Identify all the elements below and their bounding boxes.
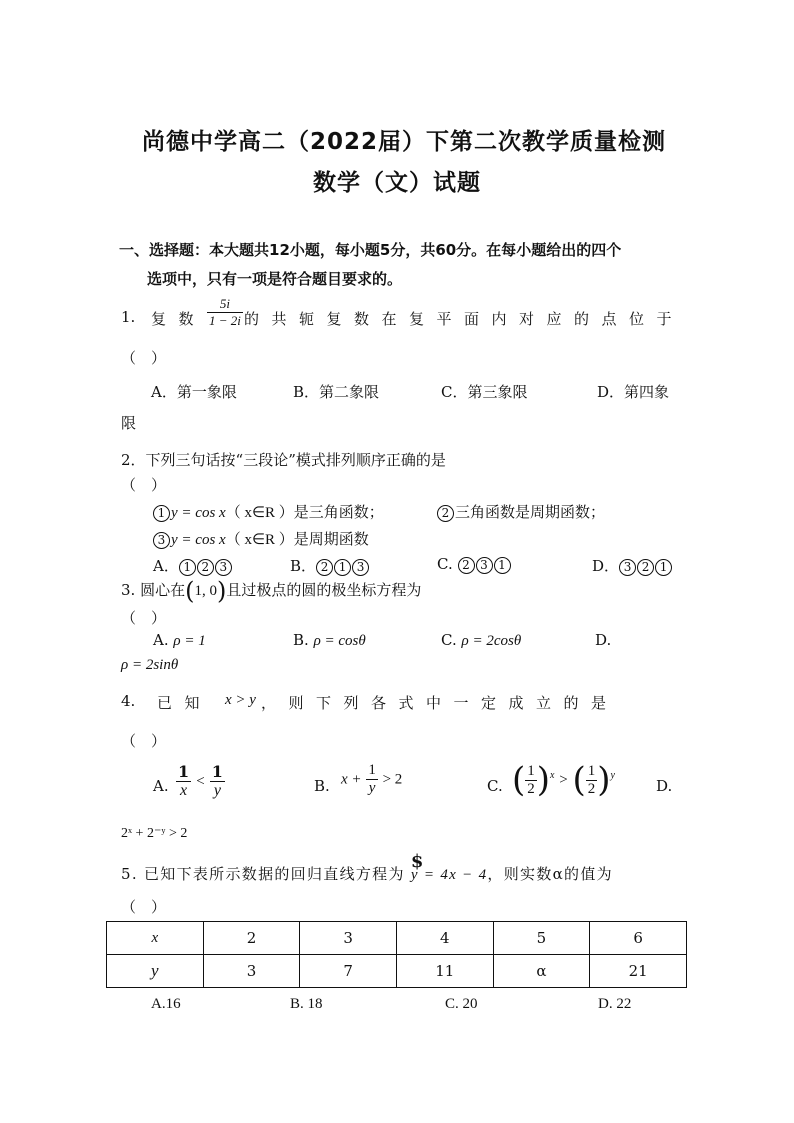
q2-s3-text: 是周期函数	[293, 530, 369, 548]
q4-option-a-label: A.	[153, 777, 169, 795]
q1-option-d: D．第四象	[597, 383, 670, 401]
exam-title: 尚德中学高二（2022届）下第二次教学质量检测	[142, 129, 667, 155]
q2-option-d-circ-1: 3	[619, 559, 636, 576]
exam-subtitle: 数学（文）试题	[313, 170, 481, 196]
q1-option-d-wrap: 限	[121, 414, 137, 432]
q2-option-a-circ-2: 2	[197, 559, 214, 576]
q2-option-b	[290, 555, 370, 576]
q2-option-a-circ-1: 1	[179, 559, 196, 576]
q4-option-a-math	[176, 762, 225, 800]
table-cell: 11	[396, 955, 493, 988]
q5-option-b: B. 18	[290, 996, 323, 1012]
q3-option-d: D.	[595, 631, 612, 649]
q5-stem-b: ，则实数α的值为	[487, 865, 613, 883]
q2-statement-3	[153, 528, 369, 549]
table-cell: 3	[203, 955, 300, 988]
q2-option-a	[153, 555, 233, 576]
table-cell: y	[107, 955, 204, 988]
q2-option-c-circ-1: 2	[458, 557, 475, 574]
table-cell: 2	[203, 922, 300, 955]
q2-option-b-circ-1: 2	[316, 559, 333, 576]
q4-option-d-math: 2ˣ + 2⁻ʸ > 2	[121, 826, 188, 841]
table-cell: 3	[300, 922, 397, 955]
table-cell: α	[493, 955, 590, 988]
q5-stem	[121, 851, 613, 884]
q3-option-a	[153, 631, 206, 650]
q3-answer-paren: （ ）	[121, 609, 167, 627]
q2-answer-paren: （ ）	[121, 476, 167, 494]
q2-option-c-label: C.	[437, 555, 453, 573]
q2-option-b-label: B．	[290, 557, 317, 575]
q3-option-d-math: ρ = 2sinθ	[121, 657, 179, 673]
q3-option-b	[293, 631, 366, 650]
q5-option-c: C. 20	[445, 996, 478, 1012]
q4-option-b-math	[341, 762, 402, 797]
q2-option-b-circ-3: 3	[352, 559, 369, 576]
q4-a-frac1-den: x	[180, 782, 188, 799]
q4-c-frac1-den: 2	[527, 780, 535, 797]
q4-b-frac-den: y	[368, 780, 376, 796]
q4-b-tail: > 2	[382, 771, 403, 788]
q1-option-c: C．第三象限	[441, 383, 528, 401]
section-heading-line2: 选项中，只有一项是符合题目要求的。	[147, 270, 403, 288]
table-row-x	[107, 922, 687, 955]
q2-statement-1	[153, 501, 384, 522]
q3-option-c	[441, 631, 521, 650]
q2-option-d	[592, 555, 673, 576]
table-cell: 6	[590, 922, 687, 955]
q2-s2-text: 三角函数是周期函数；	[455, 503, 606, 521]
q4-option-c-math: ( $\frac{1}{2}$ )$^x$ > ( $\frac{1}{2}$ )$^y$	[512, 760, 615, 800]
q2-s1-text: 是三角函数；	[293, 503, 384, 521]
q3-option-c-math: ρ = 2cosθ	[461, 633, 522, 649]
q3-option-a-label: A.	[153, 631, 169, 649]
q4-condition: x > y	[225, 692, 256, 708]
q4-c-gt: >	[559, 772, 568, 788]
q1-frac-numerator: 5i	[207, 296, 243, 313]
q4-option-b-label: B.	[314, 777, 330, 795]
q1-option-b: B．第二象限	[293, 383, 380, 401]
table-cell: 5	[493, 922, 590, 955]
q2-s1-math: y = cos x	[171, 505, 226, 521]
table-cell: 7	[300, 955, 397, 988]
q2-option-d-circ-2: 2	[637, 559, 654, 576]
q2-option-a-label: A．	[153, 557, 179, 575]
q2-option-c	[437, 555, 512, 574]
q4-a-frac2-den: y	[213, 782, 221, 799]
q3-stem-b: 且过极点的圆的极坐标方程为	[226, 581, 422, 599]
q3-stem: 3. 圆心在(1, 0)且过极点的圆的极坐标方程为	[121, 577, 422, 605]
q4-a-frac2-num: 1	[211, 762, 223, 781]
q5-hat-glyph: $	[410, 851, 425, 872]
q2-statement-2	[437, 501, 605, 522]
q5-option-a: A.16	[151, 996, 181, 1012]
q4-b-x: x +	[341, 771, 362, 788]
q2-option-c-circ-3: 1	[494, 557, 511, 574]
q1-option-a: A．第一象限	[151, 383, 237, 401]
q3-option-c-label: C.	[441, 631, 457, 649]
q3-option-a-math: ρ = 1	[173, 633, 206, 649]
q4-a-frac1-num: 1	[178, 762, 190, 781]
table-cell: x	[107, 922, 204, 955]
q4-c-frac1-num: 1	[527, 762, 535, 779]
q4-option-d-label: D.	[656, 777, 673, 795]
q5-option-d: D. 22	[598, 996, 632, 1012]
q2-option-d-circ-3: 1	[655, 559, 672, 576]
table-cell: 21	[590, 955, 687, 988]
table-row-y	[107, 955, 687, 988]
q2-s1-circled-number: 1	[153, 505, 170, 522]
q1-number: 1.	[121, 308, 136, 326]
q4-stem-a: 已知	[157, 694, 213, 712]
q4-stem-b: ，则下列各式中一定成立的是	[261, 694, 619, 712]
q2-s1-cond: （ x∈R ）	[225, 505, 294, 521]
q4-a-lt: <	[196, 773, 205, 790]
q2-s3-math: y = cos x	[171, 532, 226, 548]
regression-data-table	[106, 921, 687, 988]
q4-c-exp2: y	[610, 770, 615, 781]
q1-frac-denominator: 1 − 2i	[209, 313, 241, 328]
q4-answer-paren: （ ）	[121, 732, 167, 750]
table-cell: 4	[396, 922, 493, 955]
q4-option-c-label: C.	[487, 777, 503, 795]
q4-b-frac-num: 1	[368, 762, 376, 778]
q2-s3-cond: （ x∈R ）	[225, 532, 294, 548]
q4-c-frac2-num: 1	[587, 762, 596, 779]
q3-number: 3.	[121, 581, 136, 599]
q5-stem-a: 5. 已知下表所示数据的回归直线方程为	[121, 865, 405, 883]
q5-answer-paren: （ ）	[121, 898, 167, 916]
section-heading-line1: 一、选择题：本大题共12小题，每小题5分，共60分。在每小题给出的四个	[119, 241, 622, 259]
q2-option-a-circ-3: 3	[215, 559, 232, 576]
q3-point: 1, 0	[194, 583, 217, 599]
q3-option-b-label: B.	[293, 631, 309, 649]
q1-stem: 复数	[151, 310, 207, 328]
q1-answer-paren: （ ）	[121, 349, 167, 367]
q2-s2-circled-number: 2	[437, 505, 454, 522]
q4-c-exp1: x	[550, 770, 555, 781]
q2-option-d-label: D．	[592, 557, 620, 575]
q2-option-b-circ-2: 1	[334, 559, 351, 576]
q3-stem-a: 圆心在	[140, 581, 186, 599]
q4-c-frac2-den: 2	[587, 780, 596, 797]
q3-option-b-math: ρ = cosθ	[313, 633, 366, 649]
q2-option-c-circ-2: 3	[476, 557, 493, 574]
q2-s3-circled-number: 3	[153, 532, 170, 549]
q1-fraction	[207, 296, 243, 329]
q2-stem: 2．下列三句话按“三段论”模式排列顺序正确的是	[121, 451, 446, 469]
q1-stem-tail: 的共轭复数在复平面内对应的点位于	[244, 310, 685, 328]
q5-equation: y = 4x − 4	[410, 867, 488, 883]
q4-number: 4.	[121, 692, 136, 710]
